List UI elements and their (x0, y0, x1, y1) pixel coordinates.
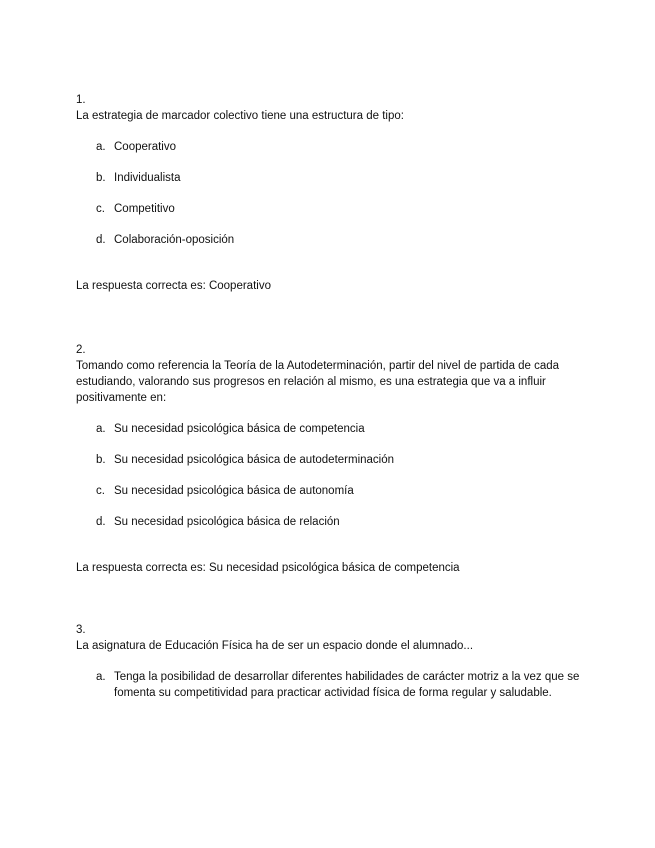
option-letter: a. (96, 423, 106, 435)
option-text: Su necesidad psicológica básica de competencia (114, 423, 365, 435)
question-number: 2. (76, 344, 86, 356)
option-letter: c. (96, 203, 105, 215)
question-text: Tomando como referencia la Teoría de la Autodeterminación, partir del nivel de partida de cada estudiando, valorando sus progresos en relación al mismo, es una estrategia que va a influir positivamente en: (76, 360, 560, 404)
option-text: Colaboración-oposición (114, 234, 235, 246)
option-text: Su necesidad psicológica básica de relación (114, 516, 340, 528)
option-letter: b. (96, 172, 106, 184)
option-letter: a. (96, 671, 106, 683)
option-text: Su necesidad psicológica básica de autonomía (114, 485, 354, 497)
option-text: Competitivo (114, 203, 175, 215)
option-b (76, 452, 581, 468)
option-c (76, 201, 581, 217)
option-d (76, 514, 581, 530)
question-number: 3. (76, 624, 86, 636)
option-text: Tenga la posibilidad de desarrollar diferentes habilidades de carácter motriz a la vez que se fomenta su competitividad para practicar actividad física de forma regular y saludable. (114, 671, 580, 699)
option-list (76, 421, 581, 530)
question-1 (76, 92, 581, 294)
option-c (76, 483, 581, 499)
option-letter: c. (96, 485, 105, 497)
question-2 (76, 342, 581, 576)
option-list (76, 669, 581, 701)
question-text: La estrategia de marcador colectivo tiene una estructura de tipo: (76, 110, 404, 122)
option-letter: d. (96, 234, 106, 246)
question-text: La asignatura de Educación Física ha de ser un espacio donde el alumnado... (76, 640, 474, 652)
option-list (76, 139, 581, 248)
option-text: Individualista (114, 172, 181, 184)
question-3 (76, 622, 581, 701)
option-text: Su necesidad psicológica básica de autodeterminación (114, 454, 395, 466)
option-text: Cooperativo (114, 141, 177, 153)
question-number: 1. (76, 94, 86, 106)
option-letter: b. (96, 454, 106, 466)
option-letter: d. (96, 516, 106, 528)
option-d (76, 232, 581, 248)
option-a (76, 421, 581, 437)
option-a (76, 669, 581, 701)
correct-answer: La respuesta correcta es: Cooperativo (76, 280, 271, 292)
option-b (76, 170, 581, 186)
correct-answer: La respuesta correcta es: Su necesidad psicológica básica de competencia (76, 562, 460, 574)
option-letter: a. (96, 141, 106, 153)
option-a (76, 139, 581, 155)
